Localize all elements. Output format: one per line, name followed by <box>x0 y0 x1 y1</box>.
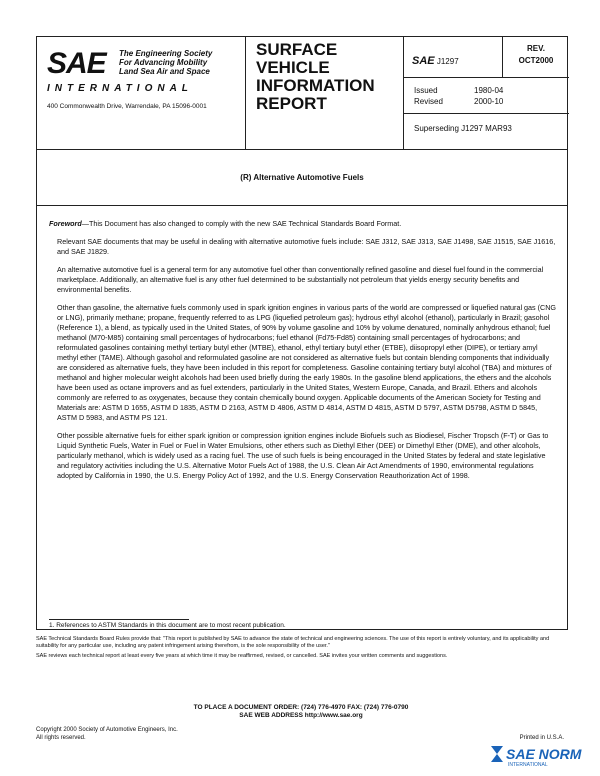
foreword-label: Foreword <box>49 219 82 228</box>
divider <box>502 37 503 77</box>
doc-id-value: J1297 <box>436 57 459 66</box>
footnote-rule <box>49 619 189 620</box>
divider <box>245 37 246 149</box>
report-type <box>256 41 375 113</box>
tagline-line: For Advancing Mobility <box>119 58 208 67</box>
superseding: Superseding J1297 MAR93 <box>414 124 512 133</box>
document-id <box>412 55 459 67</box>
issued-label: Issued <box>414 86 438 95</box>
sae-address: 400 Commonwealth Drive, Warrendale, PA 15096-0001 <box>47 103 207 110</box>
divider <box>403 77 569 78</box>
foreword-paragraph <box>49 219 557 229</box>
tagline-line: Land Sea Air and Space <box>119 67 210 76</box>
revision-box <box>507 43 565 67</box>
sae-norm-icon <box>488 742 506 766</box>
order-phone: TO PLACE A DOCUMENT ORDER: (724) 776-4970 FAX: (724) 776-0790 <box>193 704 409 711</box>
order-info <box>36 704 566 720</box>
rev-label: REV. <box>527 44 545 53</box>
watermark-subtext: INTERNATIONAL <box>508 762 548 768</box>
report-type-line: REPORT <box>256 94 327 113</box>
copyright-line: All rights reserved. <box>36 735 86 741</box>
copyright <box>36 726 178 742</box>
policy-paragraph: SAE reviews each technical report at least every five years at which time it may be reaffirmed, revised, or cancelled. SAE invites your written comments and suggestions. <box>36 653 448 659</box>
body-paragraph: Other than gasoline, the alternative fuels commonly used in spark ignition engines in various parts of the world are compressed or liquefied natural gas (CNG or LNG), primarily methane; propane, frequently referred to as LPG (liquefied petroleum gas); hydrous ethyl alcohol (ethanol), particularly in Brazil; gasohol (Reference 1), a blend, as typically used in the United States, of 90% by volume gasoline and 10% by volume denatured, nominally anhydrous ethanol; fuel methanol (M70-M85) containing small percentages of hydrocarbons; fuel ethanol (Fd75-Fd85) containing small percentages of hydrocarbons; and reformulated gasolines containing methyl tertiary butyl ether (MTBE), ethanol, ethyl tertiary butyl ether (ETBE), diisopropyl ether (DIPE), or tertiary amyl methyl ether (TAME). Although gasohol and reformulated gasoline are not considered as alternative fuels but contain blending components that individually are considered as alternative fuels, they have been included in this report for completeness. Gasoline containing tertiary butyl alcohol (TBA) and mixtures of methanol and higher molecular weight alcohols had been used briefly during the early 1980s. In the gasoline blend applications, the ethers and the alcohols have been used as octane improvers and as fuel extenders, particularly in the United States, Western Europe, Canada, and Brazil. Ethers and alcohols commonly are referred to as oxygenates, because they contain chemically bound oxygen. Applicable documents of the American Society for Testing and Materials are: ASTM D 1655, ASTM D 1835, ASTM D 2163, ASTM D 4806, ASTM D 4814, ASTM D 4815, ASTM D 5797, ASTM D5798, ASTM D 5845, ASTM D 5983, and ASTM PS 121. <box>57 303 556 422</box>
body-paragraph: Other possible alternative fuels for either spark ignition or compression ignition engines include Biofuels such as Biodiesel, Fischer Tropsch (F-T) or Gas to Liquid Synthetic Fuels, Water in Fuel or Fuel in Water Emulsions, other ethers such as Diethyl Ether (DEE) or Dimethyl Ether (DME), and other alcohols, particularly methanol, which is widely used as a racing fuel. The use of such fuels is being encouraged in the United States by federal and state legislative and regulatory activities including the U.S. Alternative Motor Fuels Act of 1988, the U.S. Clean Air Act Amendments of 1990, environmental regulations adopted by California in 1990, the U.S. Energy Policy Act of 1992, and the U.S. Energy Conservation Reauthorization Act of 1998. <box>57 431 549 480</box>
revised-value: 2000-10 <box>474 97 504 106</box>
foreword-text: —This Document has also changed to comply with the new SAE Technical Standards Board Format. <box>81 219 402 228</box>
issued-value: 1980-04 <box>474 86 504 95</box>
document-body <box>49 219 557 489</box>
sae-logo <box>47 45 271 115</box>
policy-text <box>36 636 566 660</box>
report-type-line: INFORMATION <box>256 76 375 95</box>
web-address: SAE WEB ADDRESS http://www.sae.org <box>239 712 363 719</box>
sae-tagline <box>119 49 212 76</box>
copyright-line: Copyright 2000 Society of Automotive Engineers, Inc. <box>36 727 178 733</box>
date-block <box>414 85 534 107</box>
divider <box>403 37 404 149</box>
divider <box>403 113 569 114</box>
tagline-line: The Engineering Society <box>119 49 213 58</box>
report-type-line: SURFACE <box>256 40 338 59</box>
title-row <box>37 149 567 206</box>
report-frame <box>36 36 568 630</box>
printed-in: Printed in U.S.A. <box>519 735 564 741</box>
body-paragraph: An alternative automotive fuel is a general term for any automotive fuel other than conventionally refined gasoline and diesel fuel found in the commercial marketplace. Additionally, an alternative fuel is any other fuel determined to be substantially not petroleum that yields energy security benefits and environmental benefits. <box>57 265 544 294</box>
footnote: 1. References to ASTM Standards in this document are to most recent publication. <box>49 622 286 629</box>
report-type-line: VEHICLE <box>256 58 330 77</box>
revised-label: Revised <box>414 97 443 106</box>
sae-mark: SAE <box>412 55 435 67</box>
sae-wordmark: SAE <box>47 47 106 80</box>
document-title: (R) Alternative Automotive Fuels <box>240 173 364 182</box>
watermark-text: SAE NORM <box>506 746 582 762</box>
international-label: INTERNATIONAL <box>47 83 193 94</box>
header-block <box>37 37 567 150</box>
rev-value: OCT2000 <box>518 56 554 65</box>
watermark <box>488 742 598 772</box>
policy-paragraph: SAE Technical Standards Board Rules provide that: "This report is published by SAE to advance the state of technical and engineering sciences. The use of this report is entirely voluntary, and its applicability and suitability for any particular use, including any patent infringement arising therefrom, is the sole responsibility of the user." <box>36 636 550 649</box>
body-paragraph: Relevant SAE documents that may be useful in dealing with alternative automotive fuels include: SAE J312, SAE J313, SAE J1498, SAE J1515, SAE J1616, and SAE J1829. <box>57 237 556 256</box>
